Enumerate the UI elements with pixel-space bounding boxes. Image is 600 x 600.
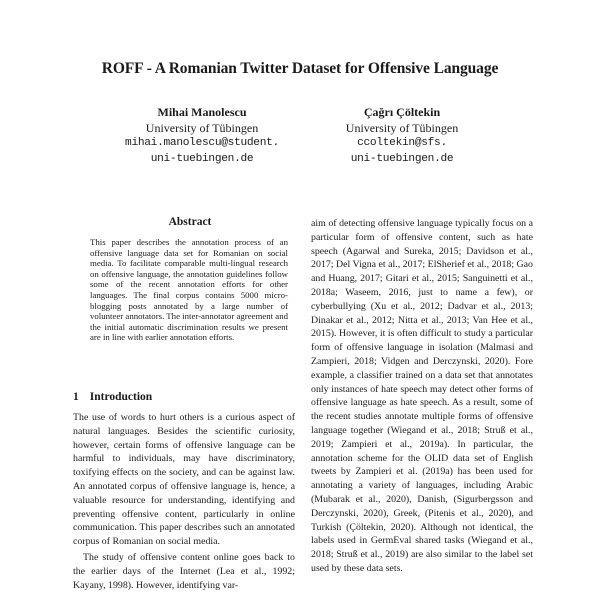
section-number: 1 — [73, 391, 79, 403]
author-affiliation: University of Tübingen — [345, 121, 459, 135]
abstract-text: This paper describes the annotation process of an offensive language data set for Romanian on social media. To facilitate comparable multi-lingual research on offensive language, the annotation guidelines follow some of the recent annotation efforts for other languages. The final corpus contains 5000 micro-blogging posts annotated by a large number of volunteer annotators. The inter-annotator agreement and the initial automatic discrimination results we present are in line with earlier annotation efforts. — [90, 237, 289, 343]
body-paragraph: aim of detecting offensive language typically focus on a particular form of offensive content, such as hate speech (Agarwal and Sureka, 2015; Davidson et al., 2017; Del Vigna et al., 2017; ElSherief et al., 2018; Gao and Huang, 2017; Gitari et al., 2015; Sanguinetti et al., 2018a; Waseem, 2016, just to name a few), or cyberbullying (Xu et al., 2012; Dadvar et al., 2013; Dinakar et al., 2012; Nitta et al., 2013; Van Hee et al., 2015). However, it is often difficult to study a particular form of offensive language in isolation (Malmasi and Zampieri, 2018; Vidgen and Derczynski, 2020). Fore example, a classifier trained on a data set that annotates only instances of hate speech may detect other forms of offensive language as hate speech. As a result, some of the recent studies annotate multiple forms of offensive language together (Wiegand et al., 2018; Struß et al., 2019; Zampieri et al., 2019a). In particular, the annotation scheme for the OLID data set of English tweets by Zampieri et al. (2019a) has been used for annotating a variety of languages, including Arabic (Mubarak et al., 2020), Danish, (Sigurbergsson and Derczynski, 2020), Greek, (Pitenis et al., 2020), and Turkish (Çöltekin, 2020). Although not identical, the labels used in GermEval shared tasks (Wiegand et al., 2018; Struß et al., 2019) are also similar to the label set used by these data sets. — [311, 218, 533, 574]
abstract-heading: Abstract — [168, 216, 212, 228]
left-column-body — [73, 411, 295, 592]
body-paragraph: The study of offensive content online goes back to the earlier days of the Internet (Lea et al., 1992; Kayany, 1998). However, identifying var- — [73, 551, 295, 591]
author-email[interactable]: mihai.manolescu@student. uni-tuebingen.de — [125, 137, 279, 165]
author-name: Mihai Manolescu — [157, 105, 247, 119]
body-paragraph: The use of words to hurt others is a curious aspect of natural languages. Besides the scientific curiosity, however, certain forms of offensive language can be harmful to individuals, may have discriminatory, toxifying effects on the society, and can be against law. An annotated corpus of offensive language is, hence, a valuable resource for understanding, identifying and preventing offensive content, particularly in online communication. This paper describes such an annotated corpus of Romanian on social media. — [73, 412, 295, 548]
section-title: Introduction — [89, 391, 153, 403]
author-email[interactable]: ccoltekin@sfs. uni-tuebingen.de — [350, 137, 454, 165]
author-affiliation: University of Tübingen — [145, 121, 259, 135]
author-name: Çağrı Çöltekin — [363, 105, 441, 119]
paper-title: ROFF - A Romanian Twitter Dataset for Offensive Language — [101, 60, 499, 77]
abstract-body — [90, 237, 288, 343]
right-column-body — [311, 217, 533, 576]
author-block-2 — [282, 104, 522, 167]
section-heading — [73, 391, 152, 403]
